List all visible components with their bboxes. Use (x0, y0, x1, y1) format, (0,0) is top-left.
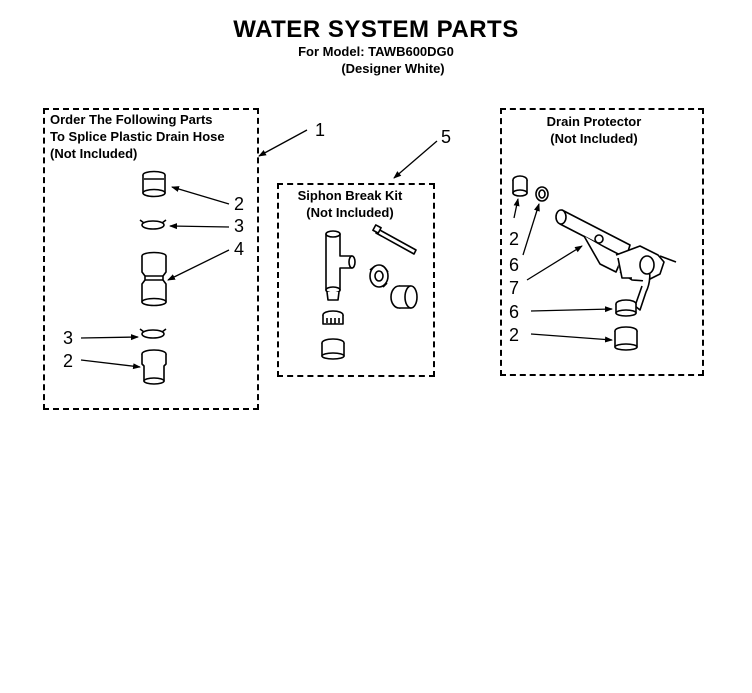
hose-clamp-lower-part (140, 329, 166, 338)
siphon-label-line1: Siphon Break Kit (297, 188, 403, 203)
splice-label-line3: (Not Included) (50, 146, 138, 161)
callout-2-drain-lower: 2 (509, 325, 520, 345)
callout-2-lower-left: 2 (63, 351, 74, 371)
drain-grommet-small-part (536, 187, 548, 201)
leader-4 (168, 250, 229, 280)
leader-2-lower-left (81, 360, 140, 367)
leader-5 (394, 141, 437, 178)
hose-coupler-lower-part (142, 350, 166, 384)
drain-label-line1: Drain Protector (546, 114, 642, 129)
model-line: For Model: TAWB600DG0 (298, 44, 454, 59)
splice-label-line1: Order The Following Parts (50, 112, 213, 127)
drain-protector-body-part (556, 210, 676, 310)
siphon-nut-part (370, 265, 388, 287)
callout-7: 7 (509, 278, 520, 298)
hose-coupler-upper-part (143, 172, 165, 197)
cable-tie-part (373, 225, 416, 254)
hose-connector-part (142, 253, 166, 306)
drain-label-line2: (Not Included) (550, 131, 638, 146)
siphon-label-line2: (Not Included) (306, 205, 394, 220)
callout-4: 4 (234, 239, 245, 259)
leader-1 (259, 130, 307, 156)
callout-2-drain-upper: 2 (509, 229, 520, 249)
callout-5: 5 (441, 127, 452, 147)
drain-coupler-large-part (615, 327, 637, 350)
callout-3-upper-left: 3 (234, 216, 245, 236)
leader-2-drain-upper (514, 199, 518, 218)
callout-6-drain-lower: 6 (509, 302, 520, 322)
hose-clamp-upper-part (140, 220, 166, 229)
siphon-grommet-part (323, 311, 343, 324)
leader-3-upper-left (170, 226, 229, 227)
callout-1: 1 (315, 120, 326, 140)
callout-3-lower-left: 3 (63, 328, 74, 348)
siphon-tee-part (326, 231, 355, 300)
leader-2-upper-left (172, 187, 229, 204)
drain-grommet-large-part (616, 300, 636, 316)
callout-6-drain-upper: 6 (509, 255, 520, 275)
leader-3-lower-left (81, 337, 138, 338)
page-title: WATER SYSTEM PARTS (233, 16, 519, 43)
siphon-cap-part (322, 339, 344, 359)
splice-label-line2: To Splice Plastic Drain Hose (50, 129, 225, 144)
leader-7 (527, 246, 582, 280)
color-line: (Designer White) (341, 61, 445, 76)
leader-2-drain-lower (531, 334, 612, 340)
leader-6-drain-lower (531, 309, 612, 311)
callout-2-upper-left: 2 (234, 194, 245, 214)
leader-6-drain-upper (523, 204, 539, 255)
siphon-adapter-part (391, 286, 417, 308)
drain-coupler-small-part (513, 176, 527, 196)
